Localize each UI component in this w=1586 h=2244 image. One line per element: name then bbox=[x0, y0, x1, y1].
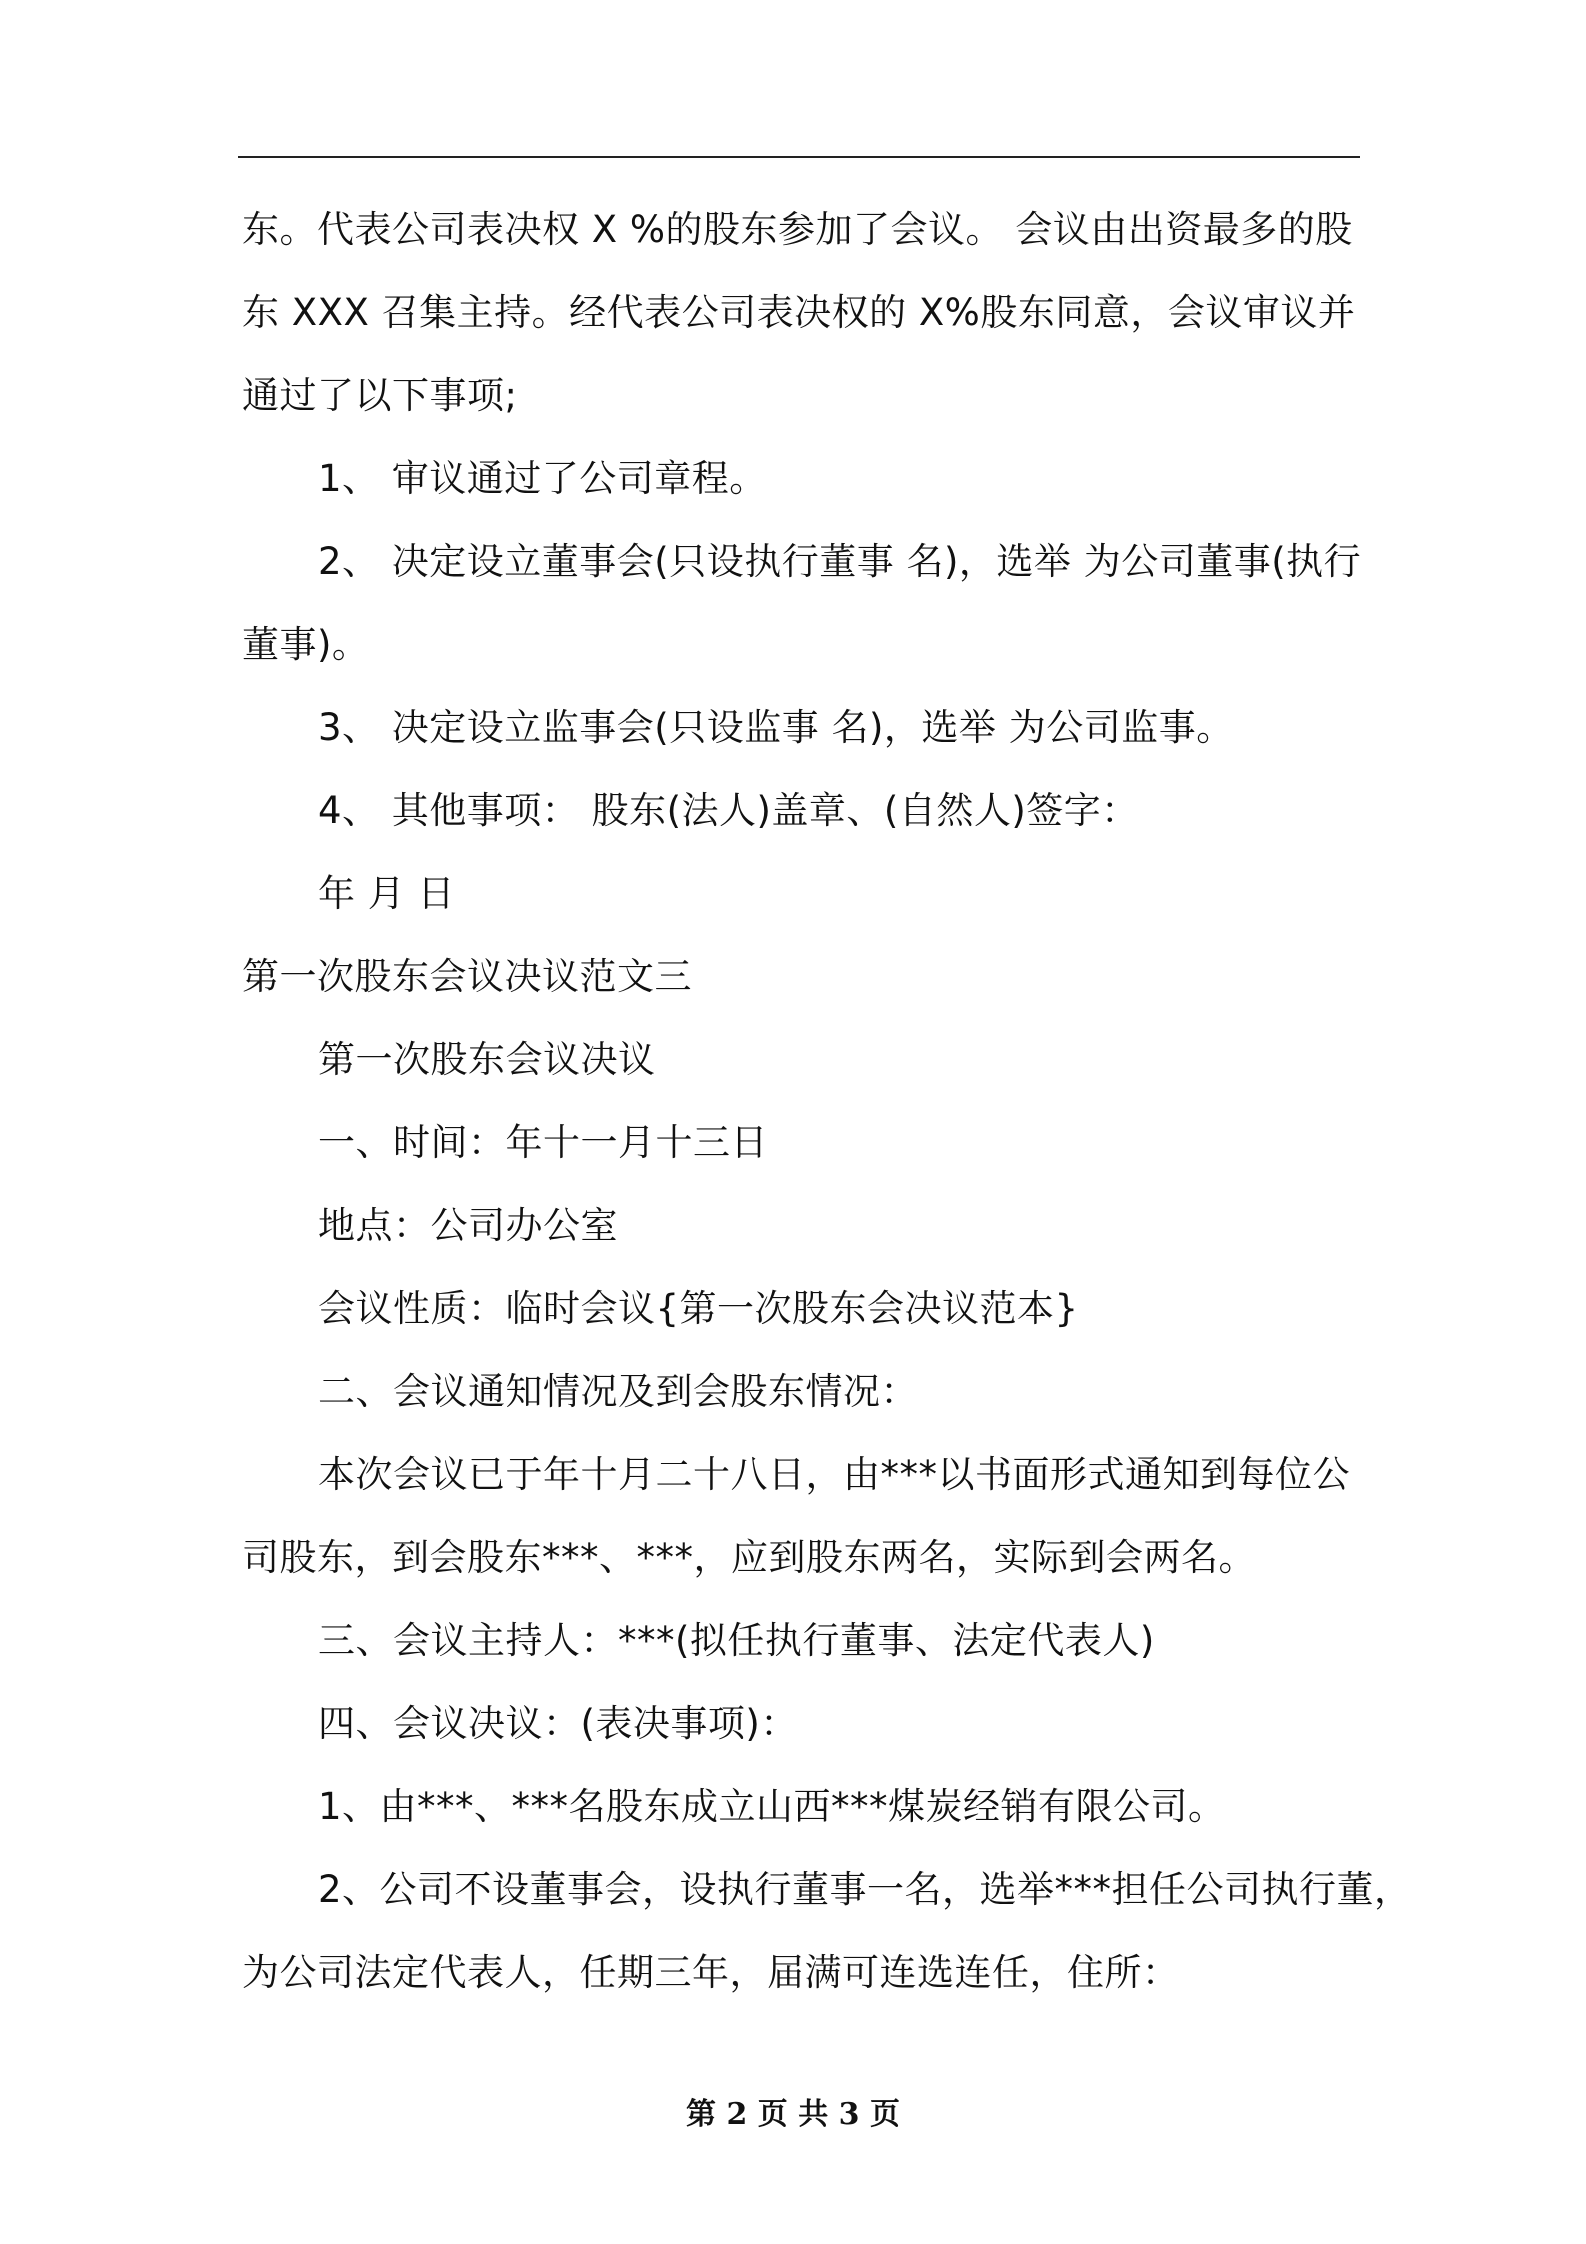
text-line: 为公司法定代表人，任期三年，届满可连选连任，住所： bbox=[242, 1951, 1180, 1994]
text-line: 东。代表公司表决权 X %的股东参加了会议。 会议由出资最多的股 bbox=[242, 208, 1353, 251]
list-item: 1、由***、***名股东成立山西***煤炭经销有限公司。 bbox=[318, 1785, 1226, 1828]
list-item: 3、 决定设立监事会(只设监事 名)，选举 为公司监事。 bbox=[318, 706, 1234, 749]
text-line: 司股东，到会股东***、***，应到股东两名，实际到会两名。 bbox=[242, 1536, 1256, 1579]
text-line: 董事)。 bbox=[242, 623, 370, 666]
section-heading: 四、会议决议：(表决事项)： bbox=[318, 1702, 798, 1745]
meeting-nature: 会议性质：临时会议{第一次股东会决议范本} bbox=[318, 1287, 1079, 1330]
list-item: 4、 其他事项： 股东(法人)盖章、(自然人)签字： bbox=[318, 789, 1139, 832]
date-line: 年 月 日 bbox=[318, 872, 456, 915]
section-title: 第一次股东会议决议范文三 bbox=[242, 955, 692, 998]
meeting-location: 地点：公司办公室 bbox=[318, 1204, 618, 1247]
meeting-time: 一、时间：年十一月十三日 bbox=[318, 1121, 768, 1164]
section-heading: 三、会议主持人：***(拟任执行董事、法定代表人) bbox=[318, 1619, 1155, 1662]
page-number: 第 2 页 共 3 页 bbox=[686, 2097, 900, 2132]
list-item: 2、 决定设立董事会(只设执行董事 名)，选举 为公司董事(执行 bbox=[318, 540, 1362, 583]
section-heading: 二、会议通知情况及到会股东情况： bbox=[318, 1370, 918, 1413]
list-item: 2、公司不设董事会，设执行董事一名，选举***担任公司执行董， bbox=[318, 1868, 1412, 1911]
text-line: 本次会议已于年十月二十八日，由***以书面形式通知到每位公 bbox=[318, 1453, 1350, 1496]
text-line: 东 XXX 召集主持。经代表公司表决权的 X%股东同意，会议审议并 bbox=[242, 291, 1356, 334]
text-line: 通过了以下事项; bbox=[242, 374, 518, 417]
list-item: 1、 审议通过了公司章程。 bbox=[318, 457, 767, 500]
header-rule bbox=[238, 156, 1360, 158]
document-heading: 第一次股东会议决议 bbox=[318, 1038, 656, 1081]
